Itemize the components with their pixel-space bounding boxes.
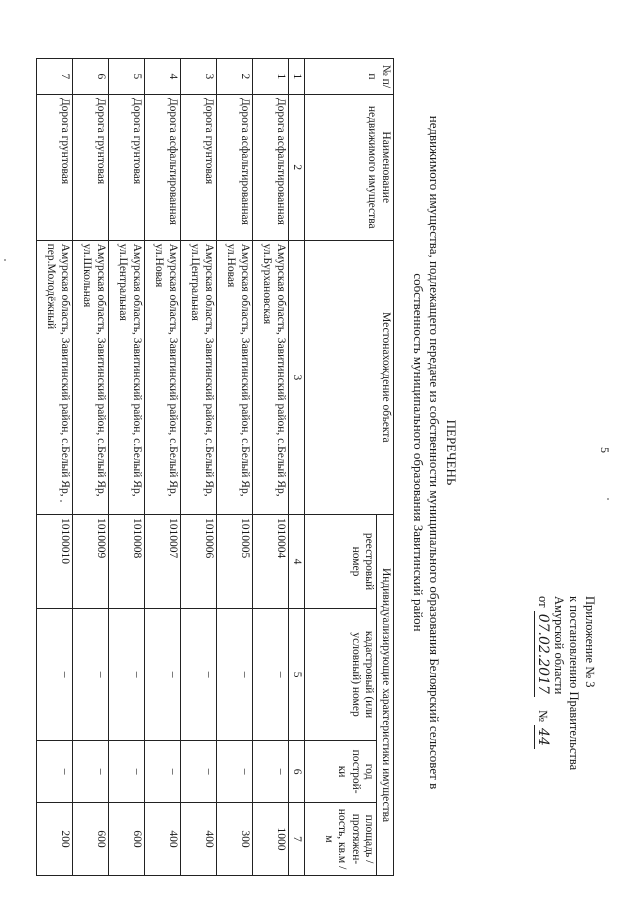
row-registry: 10100010: [37, 515, 73, 609]
header-area: площадь / протяжен-ность, кв.м / м: [305, 802, 377, 875]
row-number: 3: [181, 59, 217, 95]
row-year: –: [109, 741, 145, 803]
page-number: 5: [598, 447, 612, 453]
row-area: 600: [109, 802, 145, 875]
document-title-line-2: собственность муниципального образования Завитинский район: [411, 273, 426, 632]
row-area: 300: [217, 802, 253, 875]
row-location: Амурская область, Завитинский район, с.Белый Яр, ул.Центральная: [181, 240, 217, 514]
appendix-line-1: Приложение № 3: [583, 596, 597, 688]
table-row: [217, 59, 253, 876]
document-title-line-1: недвижимого имущества, подлежащего передаче из собственности муниципального образования Белоярский сельсовет в: [427, 115, 442, 790]
row-name: Дорога асфальтированная: [145, 94, 181, 240]
row-number: 4: [145, 59, 181, 95]
row-area: 200: [37, 802, 73, 875]
row-number: 6: [73, 59, 109, 95]
row-cadastral: –: [253, 608, 289, 740]
table-row: [37, 59, 73, 876]
row-location: Амурская область, Завитинский район, с.Белый Яр, ул.Центральная: [109, 240, 145, 514]
row-cadastral: –: [73, 608, 109, 740]
document-heading: ПЕРЕЧЕНЬ: [444, 419, 459, 486]
header-registry: реестровый номер: [305, 515, 377, 609]
row-location: Амурская область, Завитинский район, с.Белый Яр, пер.Молодёжный: [37, 240, 73, 514]
appendix-line-3: Амурской области: [552, 596, 566, 695]
row-area: 400: [145, 802, 181, 875]
row-number: 1: [253, 59, 289, 95]
row-name: Дорога грунтовая: [37, 94, 73, 240]
row-year: –: [181, 741, 217, 803]
row-registry: 1010006: [181, 515, 217, 609]
row-number: 2: [217, 59, 253, 95]
row-year: –: [253, 741, 289, 803]
row-cadastral: –: [181, 608, 217, 740]
row-registry: 1010008: [109, 515, 145, 609]
table-row: [73, 59, 109, 876]
row-cadastral: –: [37, 608, 73, 740]
row-number: 7: [37, 59, 73, 95]
handwritten-date: 07.02.2017: [535, 611, 552, 697]
row-area: 400: [181, 802, 217, 875]
header-num: № п/п: [305, 59, 394, 95]
row-year: –: [73, 741, 109, 803]
row-area: 600: [73, 802, 109, 875]
row-location: Амурская область, Завитинский район, с.Белый Яр, ул.Бурхановская: [253, 240, 289, 514]
appendix-line-2: к постановлению Правительства: [567, 596, 582, 771]
appendix-line-4: от 07.02.2017 № 44: [535, 596, 551, 770]
property-table: [36, 58, 394, 876]
row-location: Амурская область, Завитинский район, с.Белый Яр, ул.Школьная: [73, 240, 109, 514]
table-row: [253, 59, 289, 876]
handwritten-number: 44: [535, 725, 552, 749]
header-location: Местонахождение объекта: [305, 240, 394, 514]
row-name: Дорога грунтовая: [181, 94, 217, 240]
row-cadastral: –: [145, 608, 181, 740]
table-row: [145, 59, 181, 876]
header-year: год построй-ки: [305, 741, 377, 803]
row-registry: 1010007: [145, 515, 181, 609]
row-location: Амурская область, Завитинский район, с.Белый Яр, ул.Новая: [145, 240, 181, 514]
row-area: 1000: [253, 802, 289, 875]
row-year: –: [217, 741, 253, 803]
header-name: Наименование недвижимого имущества: [305, 94, 394, 240]
row-registry: 1010005: [217, 515, 253, 609]
column-number-row: 1 2 3 4 5 6 7: [289, 59, 306, 876]
row-registry: 1010009: [73, 515, 109, 609]
row-name: Дорога асфальтированная: [253, 94, 289, 240]
row-cadastral: –: [109, 608, 145, 740]
row-name: Дорога асфальтированная: [217, 94, 253, 240]
row-location: Амурская область, Завитинский район, с.Белый Яр, ул.Новая: [217, 240, 253, 514]
row-name: Дорога грунтовая: [73, 94, 109, 240]
row-year: –: [145, 741, 181, 803]
appendix-block: [535, 596, 597, 770]
table-row: [181, 59, 217, 876]
row-year: –: [37, 741, 73, 803]
row-registry: 1010004: [253, 515, 289, 609]
table-row: [109, 59, 145, 876]
header-characteristics: Индивидуализирующие характеристики имущества: [377, 515, 394, 876]
header-cadastral: кадастровый (или условный) номер: [305, 608, 377, 740]
row-cadastral: –: [217, 608, 253, 740]
row-name: Дорога грунтовая: [109, 94, 145, 240]
row-number: 5: [109, 59, 145, 95]
